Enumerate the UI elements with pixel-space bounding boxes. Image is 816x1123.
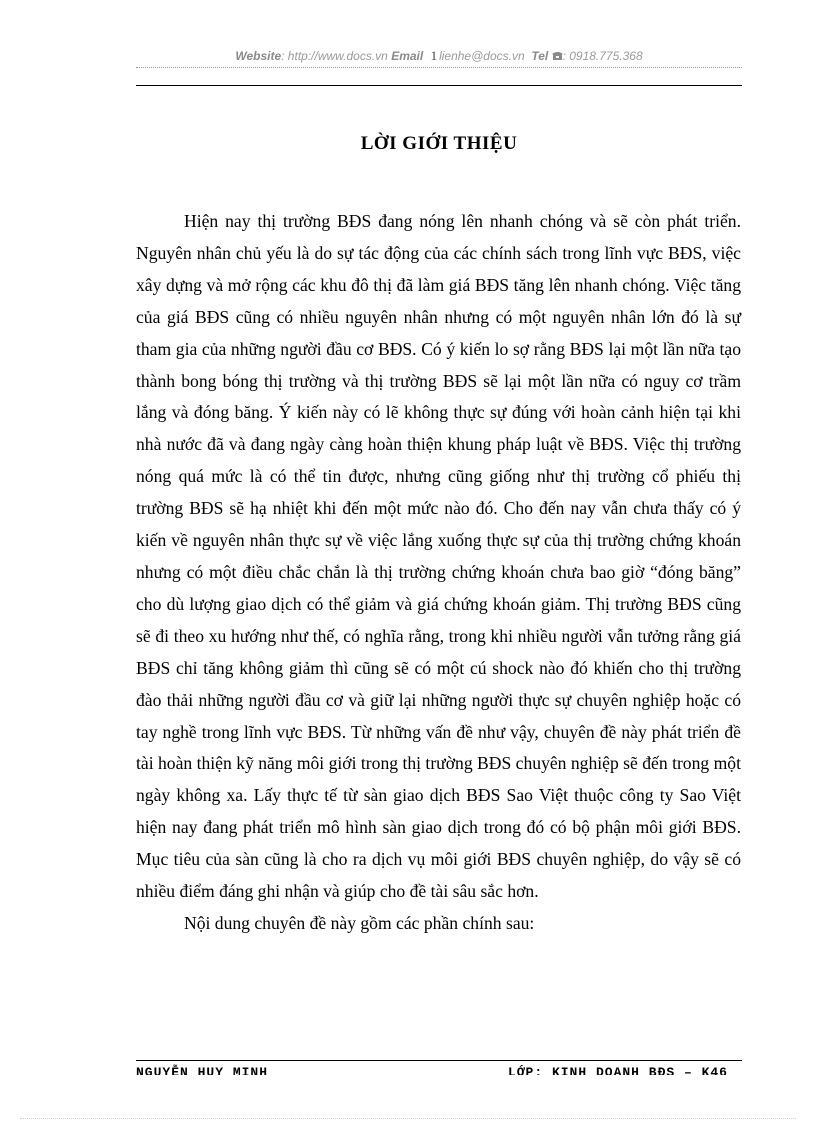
header-dotted-rule (136, 67, 742, 68)
header-rule (136, 85, 742, 86)
tel-value: : 0918.775.368 (562, 49, 643, 63)
phone-icon (552, 49, 563, 63)
paragraph-2: Nội dung chuyên đề này gồm các phần chính sau: (184, 912, 535, 933)
paragraph-1: Hiện nay thị trường BĐS đang nóng lên nhanh chóng và sẽ còn phát triển. Nguyên nhân chủ yếu là do sự tác động của các chính sách trong lĩnh vực BĐS, việc xây dựng và mở rộng các khu đô thị đã làm giá BĐS tăng lên nhanh chóng. Việc tăng của giá BĐS cũng có nhiều nguyên nhân nhưng có một nguyên nhân lớn đó là sự tham gia của những người đầu cơ BĐS. Có ý kiến lo sợ rằng BĐS lại một lần nữa tạo thành bong bóng thị trường và thị trường BĐS sẽ lại một lần nữa có nguy cơ trầm lắng và đóng băng. Ý kiến này có lẽ không thực sự đúng với hoàn cảnh hiện tại khi nhà nước đã và đang ngày càng hoàn thiện khung pháp luật về BĐS. Việc thị trường nóng quá mức là có thể tin được, nhưng cũng giống như thị trường cổ phiếu thị trường BĐS sẽ hạ nhiệt khi đến một mức nào đó. Cho đến nay vẫn chưa thấy có ý kiến về nguyên nhân thực sự về việc lắng xuống thực sự của thị trường chứng khoán nhưng có một điều chắc chắn là thị trường chứng khoán chưa bao giờ “đóng băng” cho dù lượng giao dịch có thể giảm và giá chứng khoán giảm. Thị trường BĐS cũng sẽ đi theo xu hướng như thế, có nghĩa rằng, trong khi nhiều người vẫn tưởng rằng giá BĐS chỉ tăng không giảm thì cũng sẽ có một cú shock nào đó khiến cho thị trường đào thải những người đầu cơ và giữ lại những người thực sự chuyên nghiệp hoặc có tay nghề trong lĩnh vực BĐS. Từ những vấn đề như vậy, chuyên đề này phát triển đề tài hoàn thiện kỹ năng môi giới trong thị trường BĐS chuyên nghiệp sẽ đến trong một ngày không xa. Lấy thực tế từ sàn giao dịch BĐS Sao Việt thuộc công ty Sao Việt hiện nay đang phát triển mô hình sàn giao dịch trong đó có bộ phận môi giới BĐS. Mục tiêu của sàn cũng là cho ra dịch vụ môi giới BĐS chuyên nghiệp, do vậy sẽ có nhiều điểm đáng ghi nhận và giúp cho đề tài sâu sắc hơn. (136, 211, 741, 902)
page-bottom-edge (20, 1118, 796, 1119)
email-label: Email (391, 49, 424, 63)
footer-class: LỚP: KINH DOANH BĐS – K46 (507, 1065, 728, 1075)
body-text (136, 206, 741, 940)
page-number: 1 (430, 48, 438, 63)
page-header (136, 48, 742, 64)
footer-author: NGUYỄN HUY MINH (136, 1065, 269, 1075)
website-label: Website (235, 49, 282, 63)
email-link[interactable]: lienhe@docs.vn (439, 49, 525, 63)
header-contact-line (136, 48, 742, 64)
page-title: LỜI GIỚI THIỆU (360, 133, 518, 154)
website-link[interactable]: : http://www.docs.vn (281, 49, 388, 63)
page-footer (136, 1063, 742, 1075)
footer-rule (136, 1060, 742, 1061)
tel-label: Tel (531, 49, 549, 63)
